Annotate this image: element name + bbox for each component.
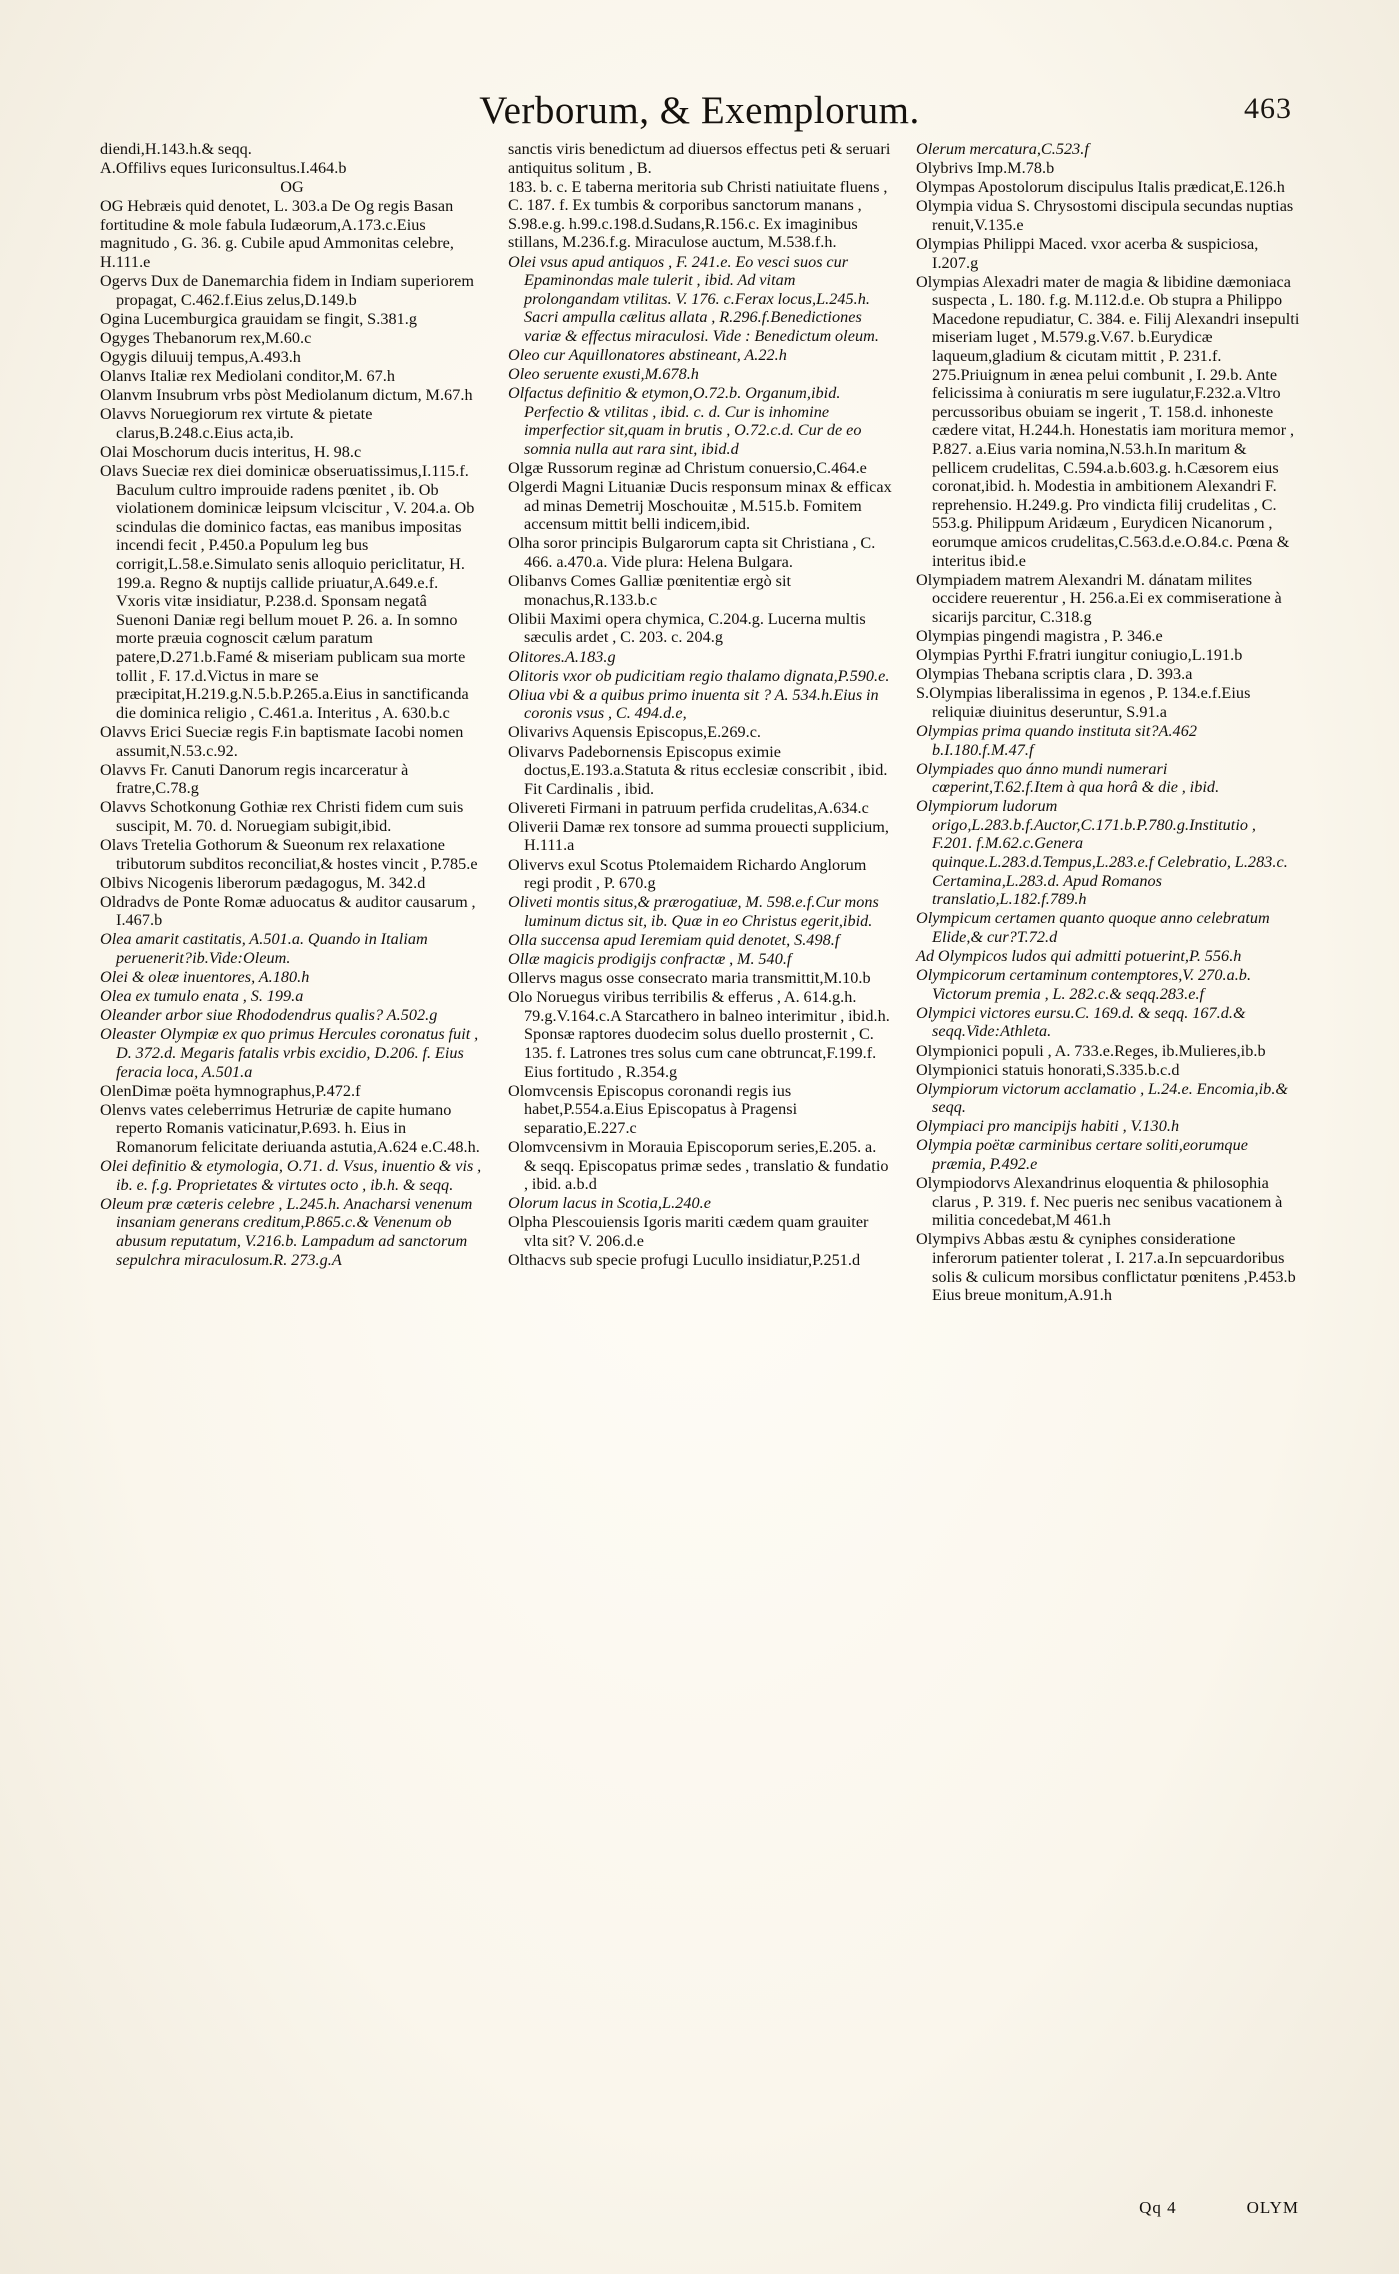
entry: Olei & oleæ inuentores, A.180.h (100, 968, 310, 987)
entry: Olympias Thebana scriptis clara , D. 393.a (916, 665, 1193, 684)
entry: Olympiorum ludorum origo,L.283.b.f.Auctor,C.171.b.P.780.g.Institutio , F.201. f.M.62.c.Genera quinque.L.283.d.Tempus,L.283.e.f Celebratio, L.283.c. Certamina,L.283.d. Apud Romanos translatio,L.182.f.789.h (916, 797, 1288, 909)
entry: Olanvm Insubrum vrbs pòst Mediolanum dictum, M.67.h (100, 386, 473, 405)
entry: Olavvs Erici Sueciæ regis F.in baptismate Iacobi nomen assumit,N.53.c.92. (100, 722, 464, 760)
entry: OG Hebræis quid denotet, L. 303.a De Og regis Basan fortitudine & mole fabula Iudæorum,A.173.c.Eius magnitudo , G. 36. g. Cubile apud Ammonitas celebre, H.111.e (100, 197, 455, 272)
entry: Olympiadem matrem Alexandri M. dánatam milites occidere reuerentur , H. 256.a.Ei ex commiseratione à sicarijs parcitur, C.318.g (916, 570, 1282, 626)
entry: Oleo seruente exusti,M.678.h (508, 365, 699, 384)
entry: Olivarivs Aquensis Episcopus,E.269.c. (508, 723, 762, 742)
entry: Olympionici statuis honorati,S.335.b.c.d (916, 1060, 1180, 1079)
entry: Olavvs Fr. Canuti Danorum regis incarceratur à fratre,C.78.g (100, 760, 409, 798)
entry: Olai Moschorum ducis interitus, H. 98.c (100, 443, 362, 461)
entry: Olavvs Noruegiorum rex virtute & pietate clarus,B.248.c.Eius acta,ib. (100, 405, 373, 442)
entry: Olavvs Schotkonung Gothiæ rex Christi fidem cum suis suscipit, M. 70. d. Noruegiam subigit,ibid. (100, 798, 464, 835)
entry: Olomvcensivm in Morauia Episcoporum series,E.205. a. & seqq. Episcopatus primæ sedes , translatio & fundatio , ibid. a.b.d (508, 1137, 889, 1194)
section-heading: OG (280, 178, 304, 197)
entry: Olympivs Abbas æstu & cyniphes consideratione inferorum patienter tolerat , I. 217.a.In sepcuardoribus solis & culicum morsibus conflictatur pœnitens ,P.453.b Eius breue monitum,A.91.h (916, 1230, 1296, 1305)
entry: Olympias Alexadri mater de magia & libidine dæmoniaca suspecta , L. 180. f.g. M.112.d.e. Ob stupra a Philippo Macedone repudiatur, C. 384. e. Filij Alexandri insepulti miseriam luget , M.579.g.V.67. b.Eurydicæ laqueum,gladium & cicutam mittit , P. 231.f. 275.Priuignum in ænea pelui combunit , I. 29.b. Ante felicissima à coniuratis m sere iugulatur,F.232.a.Vltro percussoribus obuiam se ingerit , T. 158.d. inhoneste cædere vitat, H.244.h. Honestatis iam moritura memor , P.827. a.Eius varia nomina,N.53.h.In maritum & pellicem crudelitas, C.594.a.b.603.g. h.Cæsorem eius coronat,ibid. h. Modestia in ambitionem Alexandri F. reprehensio. H.249.g. Pro vindicta filij crudelitas , C. 553.g. Philippum Aridæum , Eurydicen Nicanorum , eorumque amicos crudelitas,C.563.d.e.O.84.c. Pœna & interitus ibid.e (916, 272, 1300, 570)
entry: OlenDimæ poëta hymnographus,P.472.f (100, 1081, 361, 1100)
entry: Olivarvs Padebornensis Episcopus eximie doctus,E.193.a.Statuta & ritus ecclesiæ conscribit , ibid. Fit Cardinalis , ibid. (508, 742, 888, 798)
entry: Olympici victores eursu.C. 169.d. & seqq. 167.d.& seqq.Vide:Athleta. (916, 1003, 1246, 1041)
entry: Olybrivs Imp.M.78.b (916, 159, 1055, 178)
entry: Olavs Sueciæ rex diei dominicæ obseruatissimus,I.115.f. Baculum cultro improuide radens pœnitet , ib. Ob violationem dominicæ leipsum vlciscitur , V. 204.a. Ob scindulas die dominico factas, eas manibus impositas incendi fecit , P.450.a Populum leg bus corrigit,L.58.e.Simulato senis alloquio periclitatur, H. 199.a. Regno & nuptijs callide priuatur,A.649.e.f. Vxoris vitæ insidiatur, P.238.d. Sponsam negatâ Suenoni Daniæ regi bellum mouet P. 26. a. In somno morte præuia cognoscit cælum paratum patere,D.271.b.Famé & miseriam publicam sua morte tollit , F. 17.d.Victus in mare se præcipitat,H.219.g.N.5.b.P.265.a.Eius in sanctificanda die dominica religio , C.461.a. Interitus , A. 630.b.c (100, 462, 475, 722)
signature-mark: Qq 4 (1139, 2198, 1177, 2217)
entry: Olympionici populi , A. 733.e.Reges, ib.Mulieres,ib.b (916, 1041, 1266, 1060)
entry: Olivereti Firmani in patruum perfida crudelitas,A.634.c (508, 798, 869, 817)
entry: Oleum præ cæteris celebre , L.245.h. Anacharsi venenum insaniam generans creditum,P.865.c.& Venenum ob abusum reputatum, V.216.b. Lampadum ad sanctorum sepulchra miraculosum.R. 273.g.A (100, 1194, 473, 1269)
entry: diendi,H.143.h.& seqq. (100, 140, 252, 158)
entry: Olo Noruegus viribus terribilis & efferus , A. 614.g.h. 79.g.V.164.c.A Starcathero in balneo interimitur , ibid.h. Sponsæ raptores duodecim solus duello prosternit , C. 135. f. Latrones tres solus cum cane obtruncat,F.199.f. Eius fortitudo , R.354.g (508, 988, 890, 1081)
entry: Olympiades quo ánno mundi numerari cœperint,T.62.f.Item à qua horâ & die , ibid. (916, 759, 1220, 797)
entry: Olea ex tumulo enata , S. 199.a (100, 987, 304, 1006)
entry: Olivervs exul Scotus Ptolemaidem Richardo Anglorum regi prodit , P. 670.g (508, 855, 867, 893)
entry: Olympias prima quando instituta sit?A.462 b.I.180.f.M.47.f (916, 721, 1197, 759)
entry: Ogyges Thebanorum rex,M.60.c (100, 328, 312, 347)
entry: Oleaster Olympiæ ex quo primus Hercules coronatus fuit , D. 372.d. Megaris fatalis vrbis excidio, D.206. f. Eius feracia loca, A.501.a (100, 1025, 479, 1081)
entry: Olthacvs sub specie profugi Lucullo insidiatur,P.251.d (508, 1251, 861, 1270)
entry: Olibii Maximi opera chymica, C.204.g. Lucerna multis sæculis ardet , C. 203. c. 204.g (508, 609, 866, 647)
entry: Ad Olympicos ludos qui admitti potuerint,P. 556.h (916, 947, 1242, 966)
entry: Olgæ Russorum reginæ ad Christum conuersio,C.464.e (508, 459, 867, 478)
entry: Ogygis diluuij tempus,A.493.h (100, 348, 301, 367)
entry: Olbivs Nicogenis liberorum pædagogus, M. 342.d (100, 873, 426, 892)
entry: Olympias pingendi magistra , P. 346.e (916, 626, 1163, 645)
entry: Olitoris vxor ob pudicitiam regio thalamo dignata,P.590.e. (508, 666, 890, 685)
entry: Olympiaci pro mancipijs habiti , V.130.h (916, 1117, 1180, 1136)
entry: Olgerdi Magni Lituaniæ Ducis responsum minax & efficax ad minas Demetrij Moschouitæ , M.515.b. Fomitem accensum mittit belli indicem,ibid. (508, 478, 892, 534)
entry: Olympias Pyrthi F.fratri iungitur coniugio,L.191.b (916, 646, 1243, 665)
entry: Olympia poëtæ carminibus certare soliti,eorumque præmia, P.492.e (916, 1136, 1248, 1174)
entry: Ollervs magus osse consecrato maria transmittit,M.10.b (508, 969, 871, 988)
entry: Oliveti montis situs,& prærogatiuæ, M. 598.e.f.Cur mons luminum dictus sit, ib. Quæ in eo Christus egerit,ibid. (508, 893, 879, 930)
entry: Olympias Philippi Maced. vxor acerba & suspiciosa, I.207.g (916, 234, 1259, 272)
entry: A.Offilivs eques Iuriconsultus.I.464.b (100, 159, 347, 178)
entry: Oliverii Damæ rex tonsore ad summa prouecti supplicium, H.111.a (508, 817, 889, 855)
entry: Olei vsus apud antiquos , F. 241.e. Eo vesci suos cur Epaminondas male tulerit , ibid. Ad vitam prolongandam vtilitas. V. 176. c.Ferax locus,L.245.h. Sacri ampulla cælitus allata , R.296.f.Benedictiones variæ & effectus miraculosi. Vide : Benedictum oleum. (508, 252, 879, 345)
entry: 183. b. c. E taberna meritoria sub Christi natiuitate fluens , C. 187. f. Ex tumbis & corporibus sanctorum manans , S.98.e.g. h.99.c.198.d.Sudans,R.156.c. Ex imaginibus stillans, M.236.f.g. Miraculose auctum, M.538.f.h. (508, 177, 888, 252)
entry: Olei definitio & etymologia, O.71. d. Vsus, inuentio & vis , ib. e. f.g. Proprietates & virtutes octo , ib.h. & seqq. (100, 1157, 482, 1194)
entry: Olfactus definitio & etymon,O.72.b. Organum,ibid. Perfectio & vtilitas , ibid. c. d. Cur is inhomine imperfectior sit,quam in brutis , O.72.c.d. Cur de eo somnia nulla aut rara sint, ibid.d (508, 384, 862, 458)
entry: Olympia vidua S. Chrysostomi discipula secundas nuptias renuit,V.135.e (916, 197, 1294, 234)
entry: Olibanvs Comes Galliæ pœnitentiæ ergò sit monachus,R.133.b.c (508, 572, 792, 609)
column-right (916, 140, 1300, 1305)
entry: Olomvcensis Episcopus coronandi regis ius habet,P.554.a.Eius Episcopatus à Pragensi separatio,E.227.c (508, 1081, 798, 1137)
page-title: Verborum, & Exemplorum. (479, 89, 920, 132)
page-footer (100, 2198, 1299, 2218)
entry: Olympicorum certaminum contemptores,V. 270.a.b. Victorum premia , L. 282.c.& seqq.283.e.f (916, 966, 1252, 1003)
entry: Olanvs Italiæ rex Mediolani conditor,M. 67.h (100, 367, 395, 386)
entry: Olea amarit castitatis, A.501.a. Quando in Italiam peruenerit?ib.Vide:Oleum. (100, 930, 428, 968)
entry: Olympiorum victorum acclamatio , L.24.e. Encomia,ib.& seqq. (916, 1079, 1289, 1117)
entry: Ogervs Dux de Danemarchia fidem in Indiam superiorem propagat, C.462.f.Eius zelus,D.149.b (100, 272, 475, 309)
entry: Oleo cur Aquillonatores abstineant, A.22.h (508, 346, 787, 365)
folio-number: 463 (1244, 92, 1292, 125)
running-header (0, 88, 1399, 133)
entry: Olympiodorvs Alexandrinus eloquentia & philosophia clarus , P. 319. f. Nec pueris nec senibus vacationem à militia concedebat,M 461.h (916, 1174, 1283, 1230)
column-left (100, 140, 484, 1305)
entry: Olitores.A.183.g (508, 647, 616, 666)
entry: Olerum mercatura,C.523.f (916, 140, 1089, 158)
entry: Oldradvs de Ponte Romæ aduocatus & auditor causarum , I.467.b (100, 892, 476, 930)
text-columns (100, 140, 1300, 1305)
entry: S.Olympias liberalissima in egenos , P. 134.e.f.Eius reliquiæ diuinitus deseruntur, S.91.a (916, 684, 1251, 721)
entry: Olpha Plescouiensis Igoris mariti cædem quam grauiter vlta sit? V. 206.d.e (508, 1213, 869, 1250)
entry: sanctis viris benedictum ad diuersos effectus peti & seruari antiquitus solitum , B. (508, 140, 891, 177)
entry: Olympicum certamen quanto quoque anno celebratum Elide,& cur?T.72.d (916, 909, 1270, 946)
column-middle (508, 140, 892, 1305)
entry: Olorum lacus in Scotia,L.240.e (508, 1194, 711, 1213)
entry: Olha soror principis Bulgarorum capta sit Christiana , C. 466. a.470.a. Vide plura: Helena Bulgara. (508, 534, 876, 572)
entry: Oliua vbi & a quibus primo inuenta sit ? A. 534.h.Eius in coronis vsus , C. 494.d.e, (508, 685, 879, 723)
entry: Ogina Lucemburgica grauidam se fingit, S.381.g (100, 309, 417, 328)
entry: Ollæ magicis prodigijs confractæ , M. 540.f (508, 950, 792, 969)
entry: Olympas Apostolorum discipulus Italis prædicat,E.126.h (916, 178, 1285, 197)
entry: Olenvs vates celeberrimus Hetruriæ de capite humano reperto Romanis vaticinatur,P.693. h. Eius in Romanorum felicitate deriuanda astutia,A.624 e.C.48.h. (100, 1100, 480, 1156)
entry: Oleander arbor siue Rhododendrus qualis? A.502.g (100, 1006, 438, 1025)
entry: Olavs Tretelia Gothorum & Sueonum rex relaxatione tributorum subditos reconciliat,& hostes vincit , P.785.e (100, 835, 478, 873)
entry: Olla succensa apud Ieremiam quid denotet, S.498.f (508, 930, 840, 949)
catchword: OLYM (1246, 2198, 1299, 2217)
